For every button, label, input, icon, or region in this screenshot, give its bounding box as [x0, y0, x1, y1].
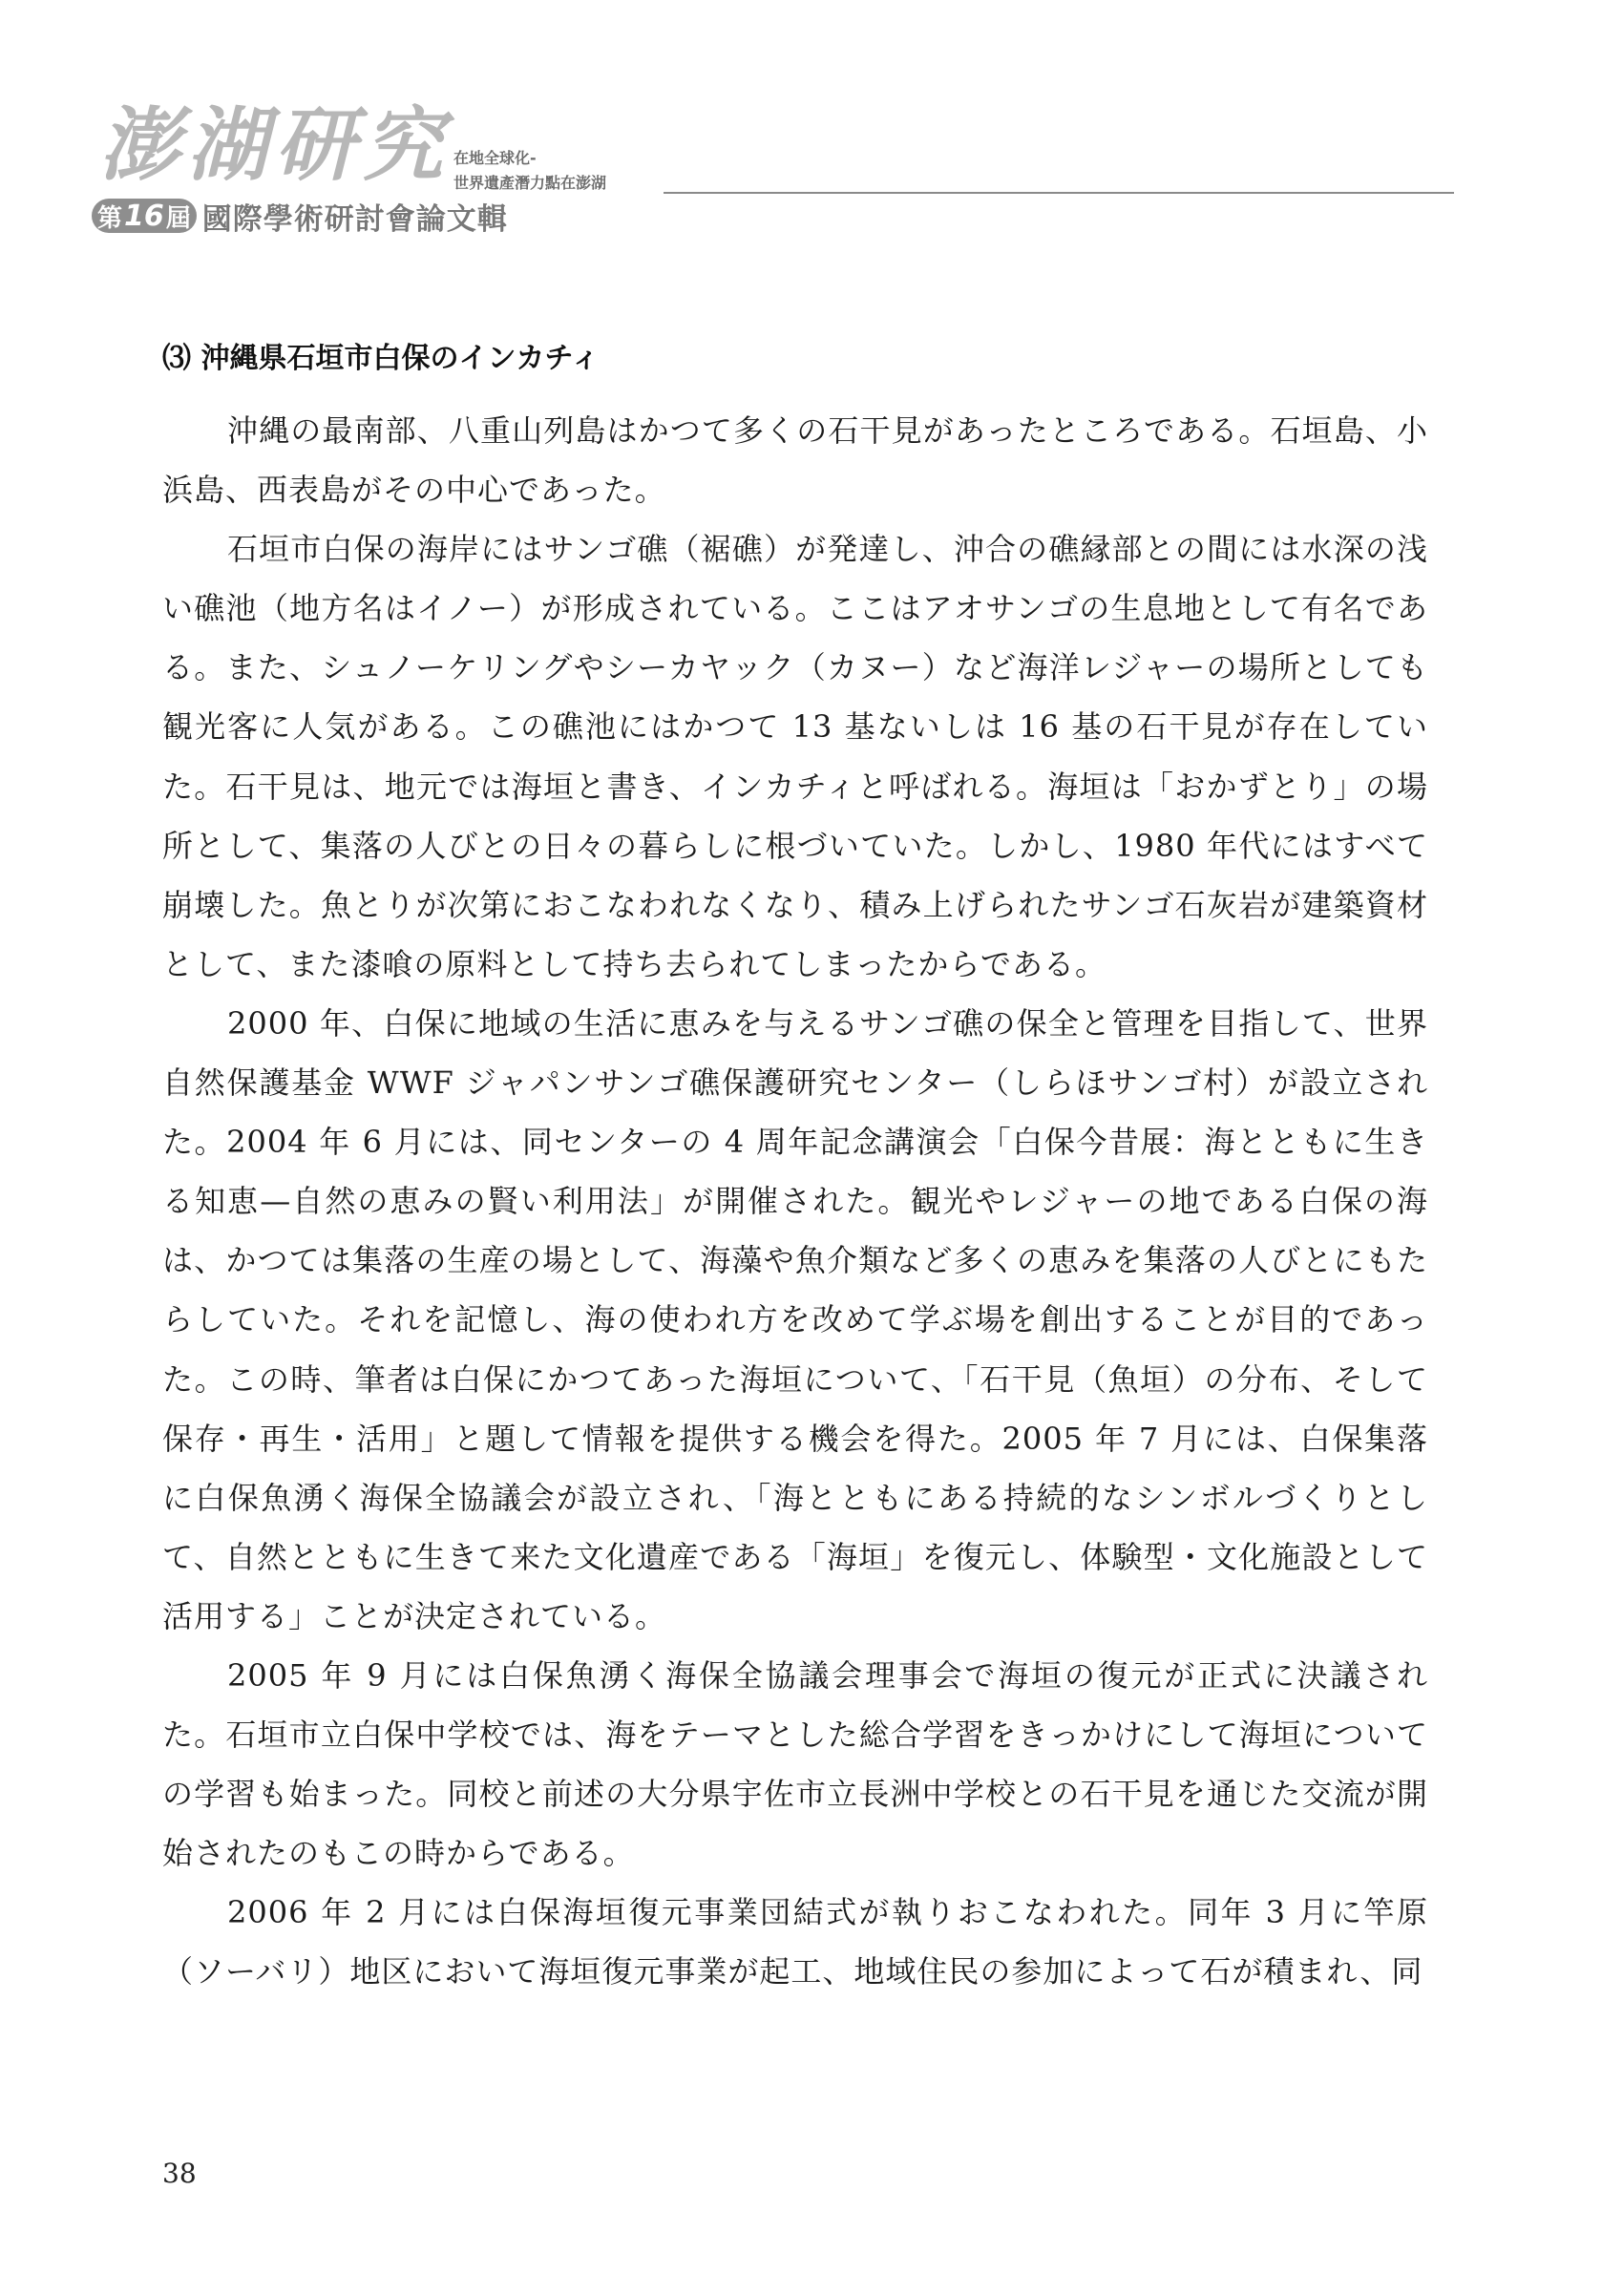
subtitle-line-2: 世界遺產潛力點在澎湖: [453, 174, 607, 192]
conference-edition-line: [92, 196, 508, 236]
page-number: 38: [162, 2158, 197, 2189]
paragraph: 2005 年 9 月には白保魚湧く海保全協議会理事会で海垣の復元が正式に決議された。石垣市立白保中学校では、海をテーマとした総合学習をきっかけにして海垣についての学習も始まった。同校と前述の大分県宇佐市立長洲中学校との石干見を通じた交流が開始されたのもこの時からである。: [162, 1656, 1428, 1872]
paragraph: 2000 年、白保に地域の生活に恵みを与えるサンゴ礁の保全と管理を目指して、世界自然保護基金 WWF ジャパンサンゴ礁保護研究センター（しらほサンゴ村）が設立された。2004 年 6 月には、同センターの 4 周年記念講演会「白保今昔展：海とともに生きる知恵—自然の恵みの賢い利用法」が開催された。観光やレジャーの地である白保の海は、かつては集落の生産の場として、海藻や魚介類など多くの恵みを集落の人びとにもたらしていた。それを記憶し、海の使われ方を改めて学ぶ場を創出することが目的であった。この時、筆者は白保にかつてあった海垣について、「石干見（魚垣）の分布、そして保存・再生・活用」と題して情報を提供する機会を得た。2005 年 7 月には、白保集落に白保魚湧く海保全協議会が設立され、「海とともにある持続的なシンボルづくりとして、自然とともに生きて来た文化遺産である「海垣」を復元し、体験型・文化施設として活用する」ことが決定されている。: [162, 1004, 1428, 1634]
section-heading: ⑶ 沖縄県石垣市白保のインカチィ: [162, 342, 601, 375]
journal-title: 澎湖研究: [99, 97, 452, 192]
conference-subtitle: [453, 146, 606, 196]
edition-number: 16: [124, 199, 164, 233]
edition-suffix: 屆: [165, 203, 191, 233]
edition-badge: [92, 199, 197, 233]
page-header: [0, 0, 1623, 248]
paragraph: 2006 年 2 月には白保海垣復元事業団結式が執りおこなわれた。同年 3 月に竿原（ソーバリ）地区において海垣復元事業が起工、地域住民の参加によって石が積まれ、同: [162, 1894, 1428, 1991]
paragraph: 石垣市白保の海岸にはサンゴ礁（裾礁）が発達し、沖合の礁縁部との間には水深の浅い礁池（地方名はイノー）が形成されている。ここはアオサンゴの生息地として有名である。また、シュノーケリングやシーカヤック（カヌー）など海洋レジャーの場所としても観光客に人気がある。この礁池にはかつて 13 基ないしは 16 基の石干見が存在していた。石干見は、地元では海垣と書き、インカチィと呼ばれる。海垣は「おかずとり」の場所として、集落の人びとの日々の暮らしに根づいていた。しかし、1980 年代にはすべて崩壊した。魚とりが次第におこなわれなくなり、積み上げられたサンゴ石灰岩が建築資材として、また漆喰の原料として持ち去られてしまったからである。: [162, 531, 1428, 982]
edition-prefix: 第: [97, 203, 123, 233]
header-divider: [664, 192, 1454, 194]
article-body: [162, 401, 1428, 2002]
paragraph: 沖縄の最南部、八重山列島はかつて多くの石干見があったところである。石垣島、小浜島、西表島がその中心であった。: [162, 412, 1428, 509]
conference-name: 國際學術研討會論文輯: [201, 201, 508, 237]
subtitle-line-1: 在地全球化-: [453, 149, 537, 167]
